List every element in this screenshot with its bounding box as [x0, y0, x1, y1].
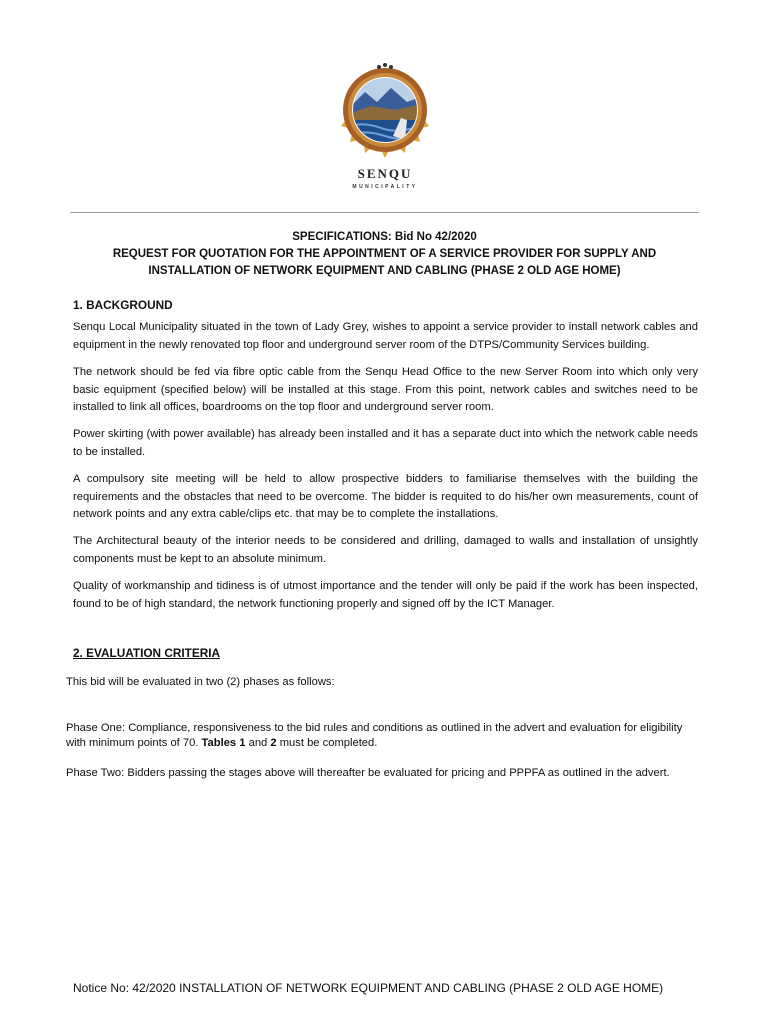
- phase-one-text: [66, 721, 700, 751]
- phase-one-a: Phase One: Compliance, responsiveness to the bid rules and conditions as outlined in the advert and evaluation for eligibility with minimum points of 70.: [66, 722, 683, 749]
- phase-one-tables: Tables 1: [201, 737, 246, 749]
- evaluation-intro: This bid will be evaluated in two (2) phases as follows:: [66, 676, 335, 688]
- background-paragraph: The network should be fed via fibre optic cable from the Senqu Head Office to the new Server Room into which only very basic equipment (specified below) will be installed at this stage. From this point, network cables and switches need to be installed to link all offices, boardrooms on the top floor and underground server room.: [73, 366, 698, 414]
- background-paragraph: Quality of workmanship and tidiness is of utmost importance and the tender will only be paid if the work has been inspected, found to be of high standard, the network functioning properly and signed off by the ICT Manager.: [73, 580, 698, 610]
- phase-one-and: and: [245, 737, 271, 749]
- background-section: [73, 297, 698, 623]
- logo-name: SENQU: [357, 166, 413, 181]
- header-divider: [70, 212, 699, 213]
- background-paragraph: Power skirting (with power available) has already been installed and it has a separate duct into which the network cable needs to be installed.: [73, 428, 698, 458]
- evaluation-section: [73, 645, 698, 667]
- background-paragraph: A compulsory site meeting will be held to allow prospective bidders to familiarise themselves with the building the requirements and the obstacles that need to be overcome. The bidder is requited to do his/her own measurements, count of network points and any extra cable/clips etc. that may be to complete the installations.: [73, 473, 698, 521]
- spec-line: SPECIFICATIONS: Bid No 42/2020: [292, 231, 477, 243]
- phase-one-end: must be completed.: [276, 737, 378, 749]
- municipality-logo: [320, 62, 450, 202]
- background-heading: 1. BACKGROUND: [73, 298, 173, 312]
- senqu-emblem-icon: [335, 62, 435, 164]
- logo-subtitle: MUNICIPALITY: [352, 184, 418, 190]
- document-title: [70, 229, 699, 280]
- page-footer: Notice No: 42/2020 INSTALLATION OF NETWORK EQUIPMENT AND CABLING (PHASE 2 OLD AGE HOME): [73, 981, 664, 995]
- background-paragraph: Senqu Local Municipality situated in the town of Lady Grey, wishes to appoint a service provider to install network cables and equipment in the newly renovated top floor and underground server room of the DTPS/Community Services building.: [73, 321, 698, 351]
- title-line-2: INSTALLATION OF NETWORK EQUIPMENT AND CABLING (PHASE 2 OLD AGE HOME): [148, 265, 621, 277]
- phase-two-text: Phase Two: Bidders passing the stages above will thereafter be evaluated for pricing and PPPFA as outlined in the advert.: [66, 767, 670, 779]
- title-line-1: REQUEST FOR QUOTATION FOR THE APPOINTMENT OF A SERVICE PROVIDER FOR SUPPLY AND: [112, 248, 657, 260]
- evaluation-heading: 2. EVALUATION CRITERIA: [73, 646, 221, 660]
- phase-one-num: 2: [270, 737, 277, 749]
- background-paragraph: The Architectural beauty of the interior needs to be considered and drilling, damaged to walls and installation of unsightly components must be kept to an absolute minimum.: [73, 535, 698, 565]
